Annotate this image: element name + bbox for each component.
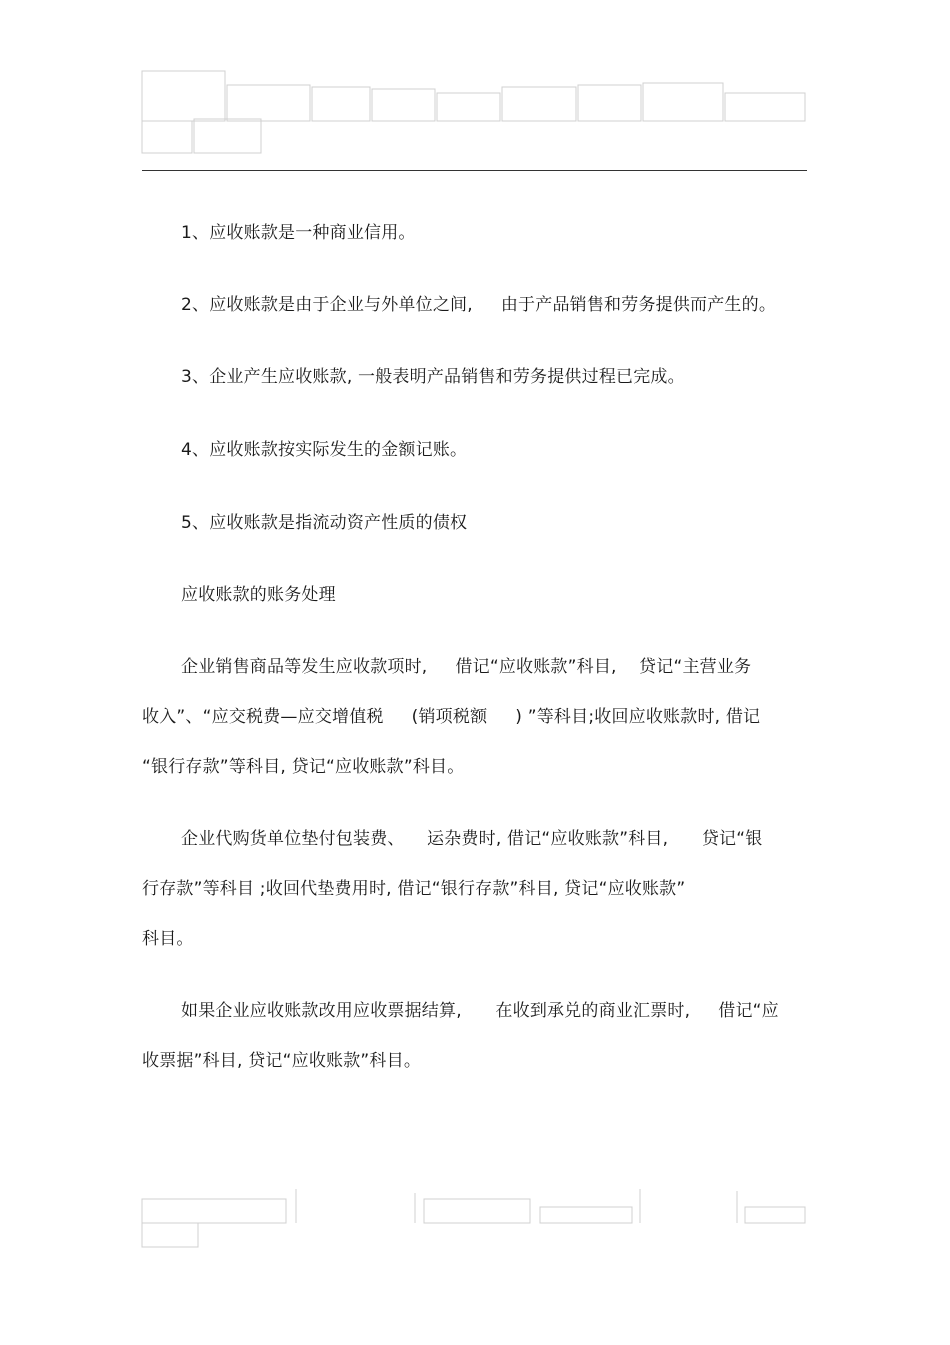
paragraph-3-line-1: 如果企业应收账款改用应收票据结算, 在收到承兑的商业汇票时, 借记“应 bbox=[181, 1001, 779, 1021]
paragraph-3-line-2: 收票据”科目, 贷记“应收账款”科目。 bbox=[142, 1051, 422, 1071]
paragraph-2-line-2: 行存款”等科目 ;收回代垫费用时, 借记“银行存款”科目, 贷记“应收账款” bbox=[142, 879, 686, 899]
list-item-4: 4、应收账款按实际发生的金额记账。 bbox=[181, 440, 468, 460]
paragraph-1-line-3: “银行存款”等科目, 贷记“应收账款”科目。 bbox=[142, 757, 465, 777]
paragraph-2-line-1: 企业代购货单位垫付包装费、 运杂费时, 借记“应收账款”科目, 贷记“银 bbox=[181, 829, 763, 849]
paragraph-2-line-3: 科目。 bbox=[142, 929, 194, 949]
section-heading: 应收账款的账务处理 bbox=[181, 585, 336, 605]
paragraph-1-line-2: 收入”、“应交税费—应交增值税 (销项税额 ) ”等科目;收回应收账款时, 借记 bbox=[142, 707, 761, 727]
list-item-3: 3、企业产生应收账款, 一般表明产品销售和劳务提供过程已完成。 bbox=[181, 367, 685, 387]
header-rule bbox=[142, 170, 807, 171]
paragraph-1-line-1: 企业销售商品等发生应收款项时, 借记“应收账款”科目, 贷记“主营业务 bbox=[181, 657, 752, 677]
list-item-5: 5、应收账款是指流动资产性质的债权 bbox=[181, 513, 468, 533]
list-item-1: 1、应收账款是一种商业信用。 bbox=[181, 223, 416, 243]
header-decoration bbox=[0, 0, 950, 170]
list-item-2: 2、应收账款是由于企业与外单位之间, 由于产品销售和劳务提供而产生的。 bbox=[181, 295, 777, 315]
